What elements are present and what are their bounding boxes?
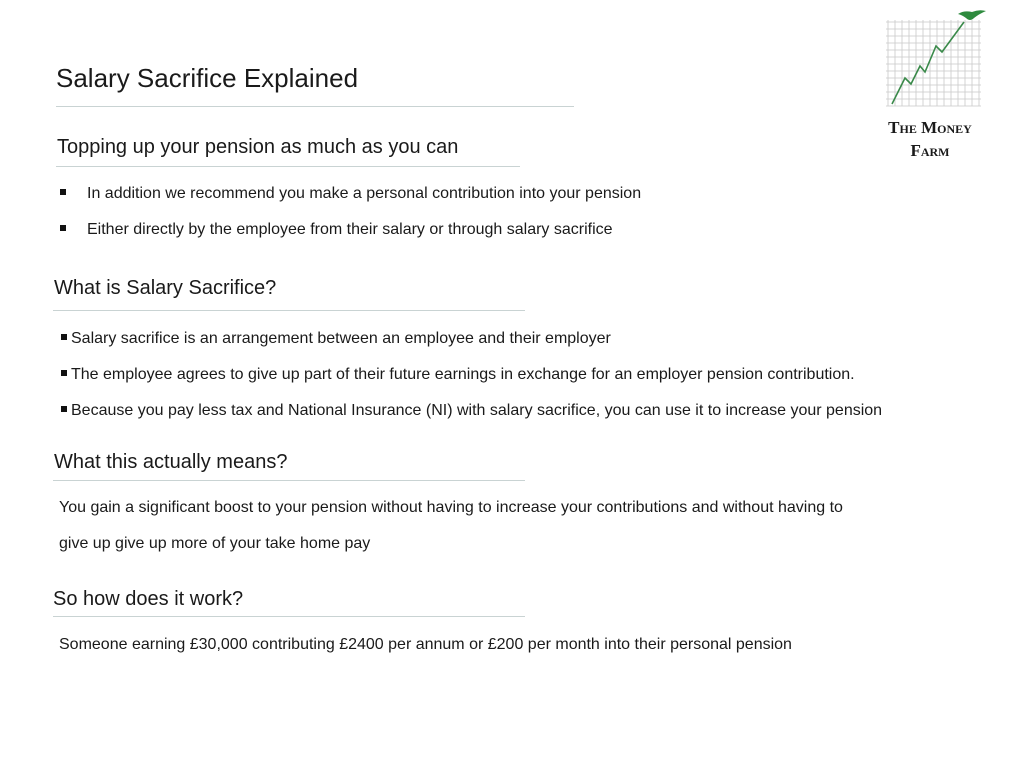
bullet-item bbox=[61, 402, 882, 420]
bullet-text: Either directly by the employee from their salary or through salary sacrifice bbox=[87, 221, 613, 238]
bullet-text: Because you pay less tax and National Insurance (NI) with salary sacrifice, you can use it to increase your pension bbox=[71, 402, 883, 419]
title-divider bbox=[56, 106, 574, 107]
money-farm-logo-icon bbox=[884, 8, 994, 108]
section-heading-topping-up: Topping up your pension as much as you can bbox=[57, 136, 459, 158]
section-heading-how-work: So how does it work? bbox=[53, 588, 244, 610]
bullet-item bbox=[60, 221, 613, 239]
bullet-icon bbox=[61, 334, 67, 340]
section-divider bbox=[53, 480, 525, 481]
bullet-text: In addition we recommend you make a personal contribution into your pension bbox=[87, 185, 642, 202]
bullet-item bbox=[61, 330, 611, 348]
section-divider bbox=[56, 166, 520, 167]
slide-title: Salary Sacrifice Explained bbox=[56, 63, 359, 93]
bullet-item bbox=[61, 366, 855, 384]
section-heading-what-is: What is Salary Sacrifice? bbox=[54, 277, 277, 299]
body-line: give up give up more of your take home pay bbox=[59, 535, 371, 552]
bullet-icon bbox=[60, 189, 66, 195]
body-line: Someone earning £30,000 contributing £2400 per annum or £200 per month into their personal pension bbox=[59, 636, 792, 653]
section-divider bbox=[53, 616, 525, 617]
logo-text bbox=[840, 116, 1020, 162]
body-line: You gain a significant boost to your pension without having to increase your contributions and without having to bbox=[59, 499, 843, 516]
bullet-icon bbox=[61, 370, 67, 376]
bullet-text: The employee agrees to give up part of their future earnings in exchange for an employer pension contribution. bbox=[71, 366, 855, 383]
bullet-icon bbox=[60, 225, 66, 231]
logo-line-2: Farm bbox=[910, 141, 950, 160]
section-divider bbox=[53, 310, 525, 311]
bullet-item bbox=[60, 185, 641, 203]
bullet-icon bbox=[61, 406, 67, 412]
section-heading-what-means: What this actually means? bbox=[54, 451, 288, 473]
bullet-text: Salary sacrifice is an arrangement between an employee and their employer bbox=[71, 330, 611, 347]
logo-line-1: The Money bbox=[888, 118, 972, 137]
